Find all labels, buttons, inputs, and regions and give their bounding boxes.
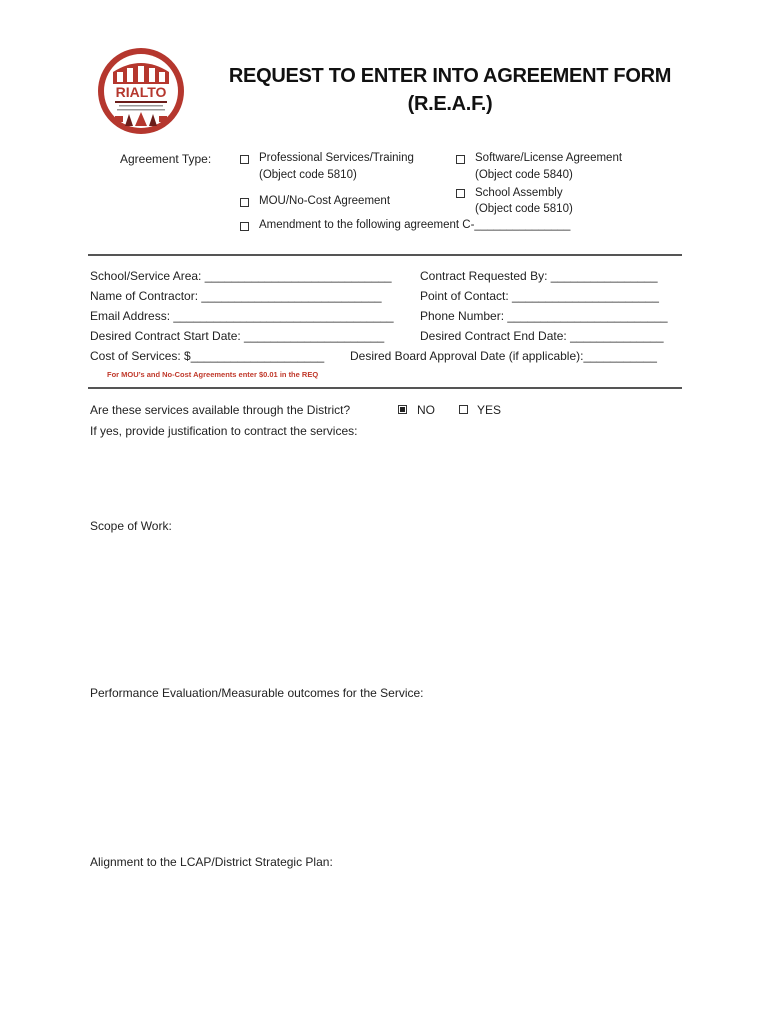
board-approval-date-field[interactable]: Desired Board Approval Date (if applicable):___________ bbox=[350, 349, 657, 363]
lcap-alignment-label: Alignment to the LCAP/District Strategic Plan: bbox=[90, 855, 333, 869]
logo-text: RIALTO bbox=[115, 84, 167, 100]
professional-services-label: Professional Services/Training bbox=[259, 152, 414, 164]
amendment-label[interactable]: Amendment to the following agreement C-_______________ bbox=[259, 219, 571, 231]
form-subtitle: (R.E.A.F.) bbox=[407, 93, 493, 115]
professional-services-checkbox[interactable] bbox=[240, 155, 249, 164]
software-license-code: (Object code 5840) bbox=[475, 169, 573, 181]
point-of-contact-field[interactable]: Point of Contact: ______________________ bbox=[420, 289, 659, 303]
name-of-contractor-field[interactable]: Name of Contractor: ___________________________ bbox=[90, 289, 382, 303]
professional-services-code: (Object code 5810) bbox=[259, 169, 357, 181]
yes-checkbox[interactable] bbox=[459, 405, 468, 414]
yes-label: YES bbox=[477, 403, 502, 417]
amendment-checkbox[interactable] bbox=[240, 222, 249, 231]
agreement-type-label: Agreement Type: bbox=[120, 152, 212, 166]
scope-of-work-label: Scope of Work: bbox=[90, 519, 172, 533]
mou-label: MOU/No-Cost Agreement bbox=[259, 195, 391, 207]
district-logo bbox=[95, 46, 187, 136]
software-license-label: Software/License Agreement bbox=[475, 152, 623, 164]
performance-evaluation-label: Performance Evaluation/Measurable outcomes for the Service: bbox=[90, 686, 424, 700]
phone-number-field[interactable]: Phone Number: ________________________ bbox=[420, 309, 668, 323]
cost-of-services-field[interactable]: Cost of Services: $____________________ bbox=[90, 349, 325, 363]
end-date-field[interactable]: Desired Contract End Date: ______________ bbox=[420, 329, 664, 343]
school-service-area-field[interactable]: School/Service Area: ____________________________ bbox=[90, 269, 392, 283]
no-label: NO bbox=[417, 403, 435, 417]
form-title: REQUEST TO ENTER INTO AGREEMENT FORM bbox=[228, 65, 672, 87]
school-assembly-checkbox[interactable] bbox=[456, 189, 465, 198]
school-assembly-label: School Assembly bbox=[475, 187, 563, 199]
no-checkbox[interactable] bbox=[398, 405, 407, 414]
software-license-checkbox[interactable] bbox=[456, 155, 465, 164]
mou-note: For MOU’s and No-Cost Agreements enter $0.01 in the REQ bbox=[107, 370, 319, 379]
start-date-field[interactable]: Desired Contract Start Date: _____________________ bbox=[90, 329, 385, 343]
divider-top bbox=[88, 254, 682, 256]
divider-bottom bbox=[88, 387, 682, 389]
availability-question: Are these services available through the District? bbox=[90, 403, 351, 417]
contract-requested-by-field[interactable]: Contract Requested By: ________________ bbox=[420, 269, 658, 283]
mou-checkbox[interactable] bbox=[240, 198, 249, 207]
email-address-field[interactable]: Email Address: _________________________________ bbox=[90, 309, 394, 323]
justification-label: If yes, provide justification to contract the services: bbox=[90, 424, 358, 438]
school-assembly-code: (Object code 5810) bbox=[475, 203, 573, 215]
